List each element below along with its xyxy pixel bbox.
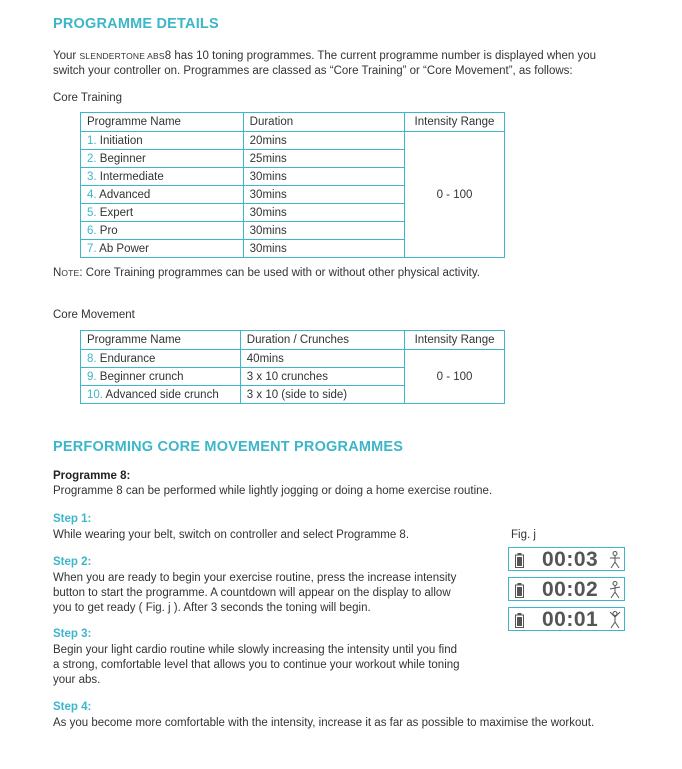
table-header-row bbox=[81, 113, 505, 132]
programme-name-cell bbox=[81, 132, 244, 150]
programme-name: Expert bbox=[96, 206, 134, 219]
programme-number: 3. bbox=[87, 170, 97, 183]
programme-number: 5. bbox=[87, 206, 97, 219]
section-heading-programme-details: PROGRAMME DETAILS bbox=[53, 16, 219, 32]
programme-number: 4. bbox=[87, 188, 97, 201]
programme-name: Endurance bbox=[96, 352, 156, 365]
table-row bbox=[81, 132, 505, 150]
note-body: : Core Training programmes can be used with or without other physical activity. bbox=[79, 267, 480, 279]
core-training-table bbox=[80, 112, 505, 258]
header-intensity-range: Intensity Range bbox=[405, 331, 505, 350]
programme-number: 2. bbox=[87, 152, 97, 165]
duration-cell: 3 x 10 crunches bbox=[240, 368, 404, 386]
duration-cell: 25mins bbox=[243, 150, 404, 168]
step3-line3: your abs. bbox=[53, 674, 101, 686]
duration-cell: 30mins bbox=[243, 168, 404, 186]
note-label-rest: OTE bbox=[61, 268, 80, 278]
programme-name: Intermediate bbox=[96, 170, 164, 183]
intro-text: Your bbox=[53, 50, 80, 62]
step4-title: Step 4: bbox=[53, 701, 92, 713]
section-heading-performing: PERFORMING CORE MOVEMENT PROGRAMMES bbox=[53, 439, 404, 455]
programme-name: Advanced side crunch bbox=[103, 388, 219, 401]
step3-line2: a strong, comfortable level that allows you to continue your workout while toning bbox=[53, 659, 460, 671]
step1-text: While wearing your belt, switch on controller and select Programme 8. bbox=[53, 529, 410, 541]
header-programme-name: Programme Name bbox=[81, 331, 241, 350]
programme-name-cell bbox=[81, 386, 241, 404]
step2-text bbox=[53, 571, 456, 616]
programme-name: Beginner crunch bbox=[96, 370, 184, 383]
programme-name-cell bbox=[81, 150, 244, 168]
countdown-display-1 bbox=[508, 607, 625, 631]
step3-text bbox=[53, 643, 460, 688]
countdown-display-3 bbox=[508, 547, 625, 571]
countdown-time: 00:01 bbox=[542, 608, 599, 631]
countdown-time: 00:03 bbox=[542, 548, 599, 571]
figure-label: Fig. j bbox=[511, 529, 536, 541]
header-intensity-range: Intensity Range bbox=[405, 113, 505, 132]
battery-icon bbox=[515, 553, 524, 573]
programme-name-cell bbox=[81, 186, 244, 204]
brand-name: SLENDERTONE ABS bbox=[79, 51, 165, 61]
person-icon bbox=[608, 611, 622, 634]
brand-number: 8 bbox=[164, 50, 172, 62]
duration-cell: 40mins bbox=[240, 350, 404, 368]
duration-cell: 20mins bbox=[243, 132, 404, 150]
programme-name: Ab Power bbox=[96, 242, 150, 255]
programme-name-cell bbox=[81, 204, 244, 222]
header-duration: Duration bbox=[243, 113, 404, 132]
programme-name: Advanced bbox=[96, 188, 151, 201]
duration-cell: 30mins bbox=[243, 222, 404, 240]
programme-number: 8. bbox=[87, 352, 97, 365]
note-label: N bbox=[53, 267, 62, 279]
programme-number: 10. bbox=[87, 388, 103, 401]
programme8-text: Programme 8 can be performed while lightly jogging or doing a home exercise routine. bbox=[53, 485, 493, 497]
programme-name: Beginner bbox=[96, 152, 146, 165]
programme-name: Initiation bbox=[96, 134, 143, 147]
programme-name-cell bbox=[81, 368, 241, 386]
intensity-range-cell: 0 - 100 bbox=[405, 132, 505, 258]
step3-title: Step 3: bbox=[53, 628, 92, 640]
battery-icon bbox=[515, 583, 524, 603]
intensity-range-cell: 0 - 100 bbox=[405, 350, 505, 404]
duration-cell: 30mins bbox=[243, 186, 404, 204]
programme-name-cell bbox=[81, 350, 241, 368]
countdown-display-2 bbox=[508, 577, 625, 601]
intro-text-cont: has 10 toning programmes. The current programme number is displayed when you bbox=[171, 50, 597, 62]
step4-text: As you become more comfortable with the intensity, increase it as far as possible to maximise the workout. bbox=[53, 717, 595, 729]
header-programme-name: Programme Name bbox=[81, 113, 244, 132]
note-text bbox=[53, 266, 480, 281]
person-icon bbox=[608, 581, 622, 604]
programme-name-cell bbox=[81, 240, 244, 258]
header-duration-crunches: Duration / Crunches bbox=[240, 331, 404, 350]
core-training-title: Core Training bbox=[53, 92, 123, 104]
intro-paragraph bbox=[53, 49, 596, 79]
table-row bbox=[81, 350, 505, 368]
step3-line1: Begin your light cardio routine while slowly increasing the intensity until you find bbox=[53, 644, 457, 656]
person-icon bbox=[608, 551, 622, 574]
core-movement-table bbox=[80, 330, 505, 404]
intro-line2: switch your controller on. Programmes are classed as “Core Training” or “Core Movement”, as follows: bbox=[53, 65, 573, 77]
programme8-title: Programme 8: bbox=[53, 470, 131, 482]
programme-number: 7. bbox=[87, 242, 97, 255]
battery-icon bbox=[515, 613, 524, 633]
programme-name: Pro bbox=[96, 224, 118, 237]
core-movement-title: Core Movement bbox=[53, 309, 135, 321]
step1-title: Step 1: bbox=[53, 513, 92, 525]
programme-number: 9. bbox=[87, 370, 97, 383]
programme-name-cell bbox=[81, 168, 244, 186]
step2-line1: When you are ready to begin your exercise routine, press the increase intensity bbox=[53, 572, 457, 584]
duration-cell: 30mins bbox=[243, 204, 404, 222]
duration-cell: 30mins bbox=[243, 240, 404, 258]
step2-line3: you to get ready ( Fig. j ). After 3 seconds the toning will begin. bbox=[53, 602, 371, 614]
countdown-time: 00:02 bbox=[542, 578, 599, 601]
step2-line2: button to start the programme. A countdown will appear on the display to allow bbox=[53, 587, 451, 599]
programme-name-cell bbox=[81, 222, 244, 240]
table-header-row bbox=[81, 331, 505, 350]
programme-number: 6. bbox=[87, 224, 97, 237]
programme-number: 1. bbox=[87, 134, 97, 147]
duration-cell: 3 x 10 (side to side) bbox=[240, 386, 404, 404]
step2-title: Step 2: bbox=[53, 556, 92, 568]
